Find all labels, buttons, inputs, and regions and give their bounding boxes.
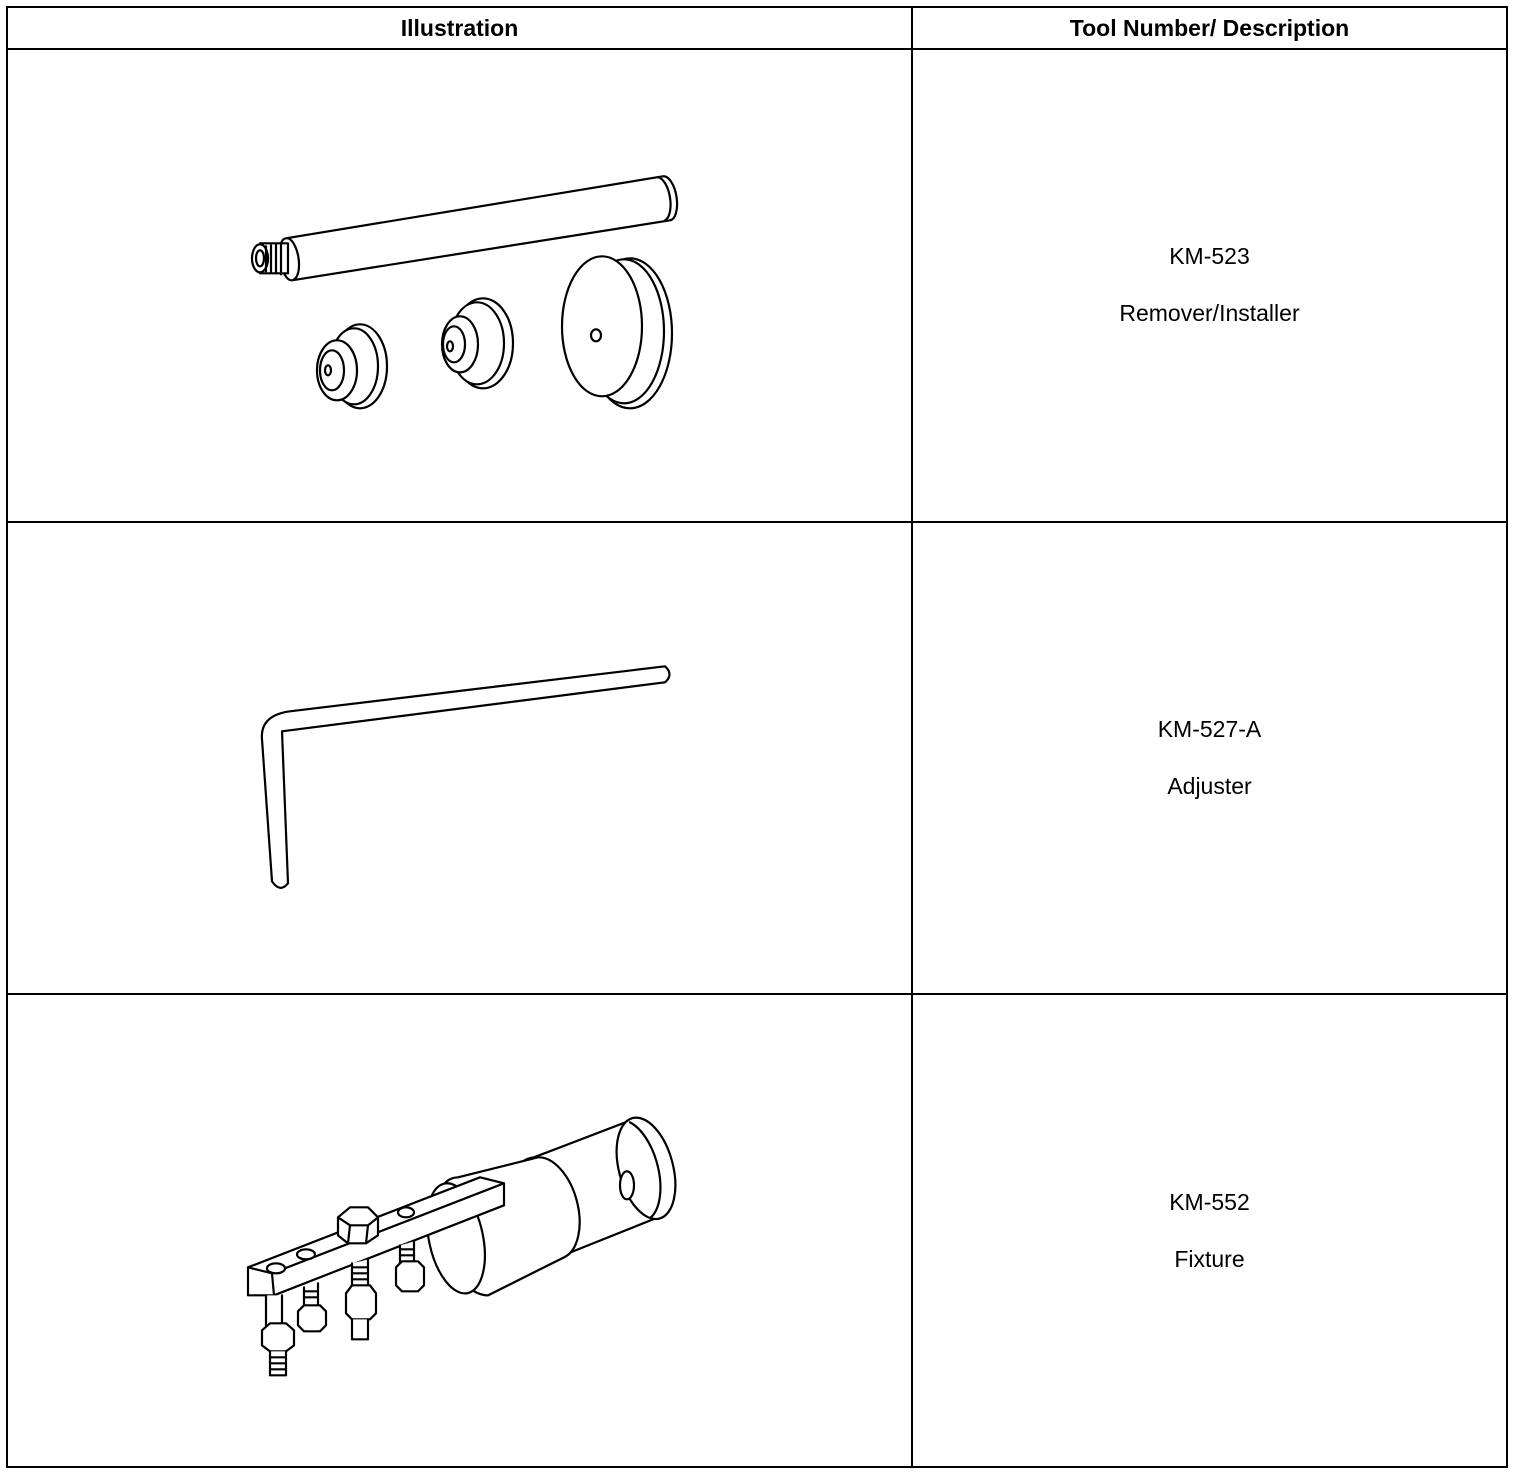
remover-installer-set-illustration (8, 50, 911, 521)
tool-number: KM-527-A (1157, 716, 1262, 742)
description-cell (912, 522, 1507, 995)
l-shaped-adjuster-illustration (8, 523, 911, 994)
table-row (7, 994, 1507, 1467)
table-row (7, 522, 1507, 995)
tool-number: KM-552 (1169, 1188, 1250, 1215)
illustration-cell (7, 994, 912, 1467)
description-cell (912, 994, 1507, 1467)
illustration-cell (7, 49, 912, 522)
header-illustration: Illustration (7, 7, 912, 49)
cylinder-fixture-illustration (8, 995, 911, 1466)
tool-description: Fixture (1174, 1245, 1245, 1272)
tool-table (6, 6, 1508, 1468)
header-row (7, 7, 1507, 49)
tool-number: KM-523 (1169, 243, 1250, 270)
header-description: Tool Number/ Description (912, 7, 1507, 49)
table-row (7, 49, 1507, 522)
tool-description: Remover/Installer (1119, 300, 1300, 327)
illustration-cell (7, 522, 912, 995)
tool-description: Adjuster (1167, 773, 1252, 799)
description-cell (912, 49, 1507, 522)
